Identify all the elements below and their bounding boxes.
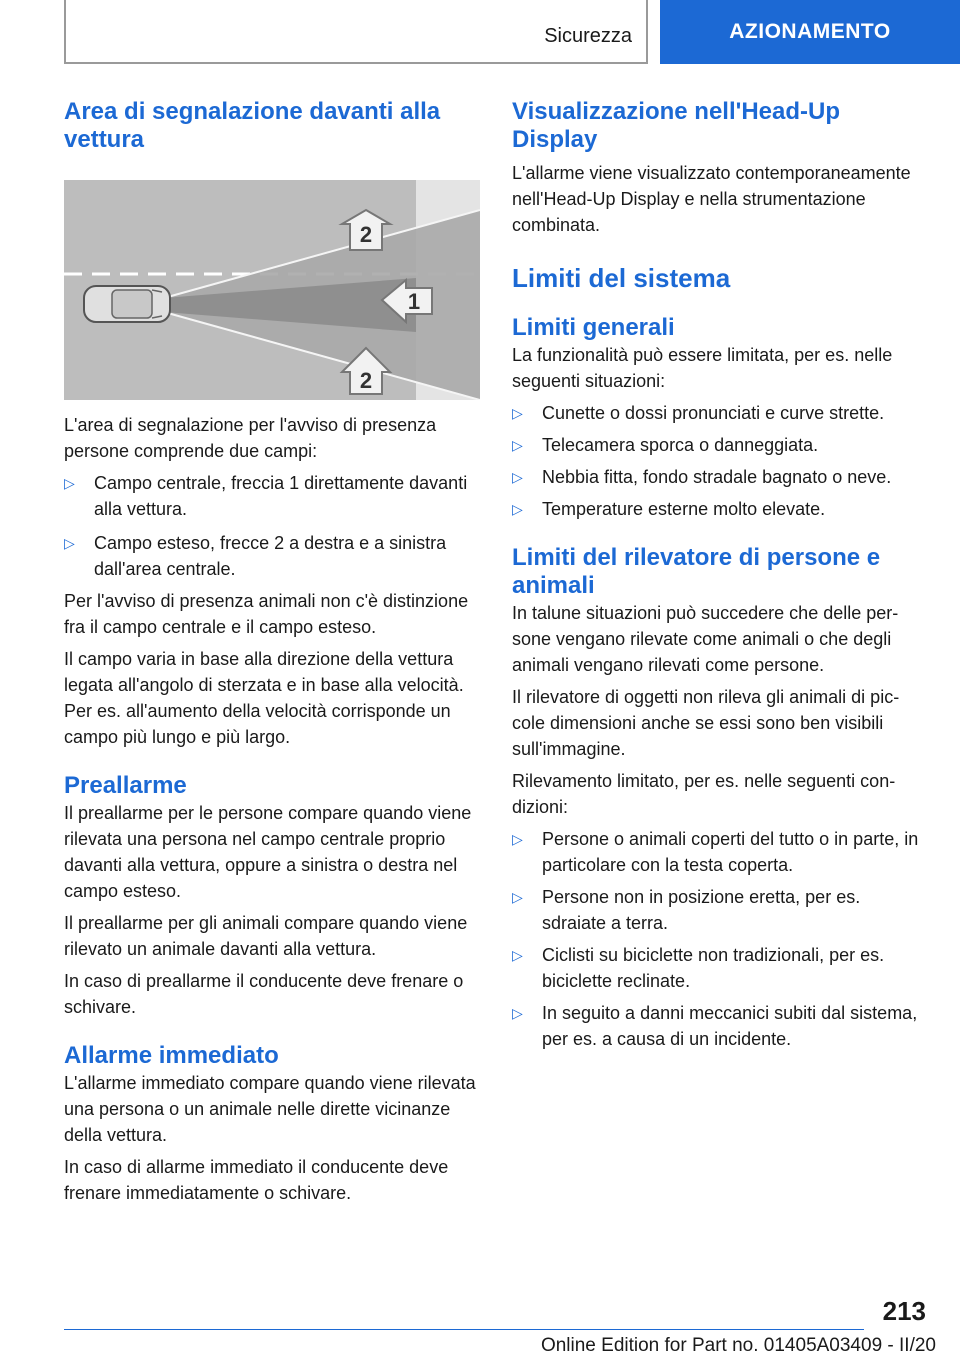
- prealarm-paragraph-1: Il preallarme per le persone compare quando viene rilevata una persona nel campo centrale proprio davanti alla vettura, oppure a sinistra o destra nel campo esteso.: [64, 803, 472, 901]
- list-item: ▷ In seguito a danni meccanici subiti dal sistema, per es. a causa di un incidente.: [512, 1000, 924, 1052]
- animals-paragraph: Per l'avviso di presenza animali non c'è distinzione fra il campo centrale e il campo esteso.: [64, 591, 469, 637]
- footer-edition: Online Edition for Part no. 01405A03409 - II/20: [540, 1335, 936, 1356]
- right-column: [512, 98, 924, 1052]
- page-number: 213: [882, 1296, 926, 1326]
- general-limits-list: [512, 400, 924, 522]
- detector-paragraph-3: Rilevamento limitato, per es. nelle seguenti condizioni:: [512, 771, 896, 817]
- hud-paragraph: L'allarme viene visualizzato contemporaneamente nell'Head-Up Display e nella strumentazione combinata.: [512, 163, 911, 235]
- general-paragraph: La funzionalità può essere limitata, per es. nelle seguenti situazioni:: [512, 345, 893, 391]
- triangle-bullet-icon: ▷: [512, 501, 523, 517]
- heading-detector-limits: Limiti del rilevatore di persone e animali: [512, 544, 881, 599]
- heading-system-limits: Limiti del sistema: [512, 263, 731, 293]
- triangle-bullet-icon: ▷: [512, 1005, 523, 1021]
- list-item: ▷ Ciclisti su biciclette non tradizionali, per es. biciclette reclinate.: [512, 942, 924, 994]
- arrow-bottom-label: 2: [359, 368, 373, 393]
- triangle-bullet-icon: ▷: [512, 437, 523, 453]
- immediate-paragraph-2: In caso di allarme immediato il conducente deve frenare immediatamente o schivare.: [64, 1157, 449, 1203]
- heading-prealarm: Preallarme: [64, 772, 187, 799]
- header-chapter-tab: AZIONAMENTO: [660, 0, 960, 64]
- vehicle-roof: [112, 290, 152, 318]
- arrow-top-label: 2: [359, 222, 373, 247]
- heading-general-limits: Limiti generali: [512, 314, 675, 341]
- field-varies-paragraph: Il campo varia in base alla direzione della vettura legata all'angolo di sterzata e in base alla velocità. Per es. all'aumento della velocità corrisponde un campo più lungo e più largo.: [64, 649, 464, 747]
- header-section-box: [64, 0, 648, 64]
- left-column: [64, 98, 482, 1206]
- heading-immediate-alarm: Allarme immediato: [64, 1042, 279, 1069]
- list-item: ▷ Persone non in posizione eretta, per es. sdraiate a terra.: [512, 884, 924, 936]
- triangle-bullet-icon: ▷: [64, 535, 75, 551]
- heading-hud: Visualizzazione nell'Head-Up Display: [512, 98, 841, 153]
- list-item: ▷ Campo esteso, frecce 2 a destra e a sinistra dall'area centrale.: [64, 530, 482, 582]
- heading-warning-area: Area di segnalazione davanti alla vettura: [64, 98, 441, 153]
- detector-paragraph-2: Il rilevatore di oggetti non rileva gli animali di piccole dimensioni anche se essi sono ben visibili sull'immagine.: [512, 687, 900, 759]
- list-item: ▷ Campo centrale, freccia 1 direttamente davanti alla vettura.: [64, 470, 482, 522]
- prealarm-paragraph-2: Il preallarme per gli animali compare quando viene rilevato un animale davanti alla vettura.: [64, 913, 468, 959]
- field-list: [64, 470, 482, 582]
- list-item: ▷ Persone o animali coperti del tutto o in parte, in particolare con la testa coperta.: [512, 826, 924, 878]
- triangle-bullet-icon: ▷: [512, 469, 523, 485]
- triangle-bullet-icon: ▷: [512, 405, 523, 421]
- header-section-title: Sicurezza: [544, 25, 632, 47]
- list-item: ▷ Telecamera sporca o danneggiata.: [512, 432, 924, 458]
- intro-paragraph: L'area di segnalazione per l'avviso di presenza persone comprende due campi:: [64, 415, 437, 461]
- triangle-bullet-icon: ▷: [64, 475, 75, 491]
- detector-limits-list: [512, 826, 924, 1052]
- list-item: ▷ Temperature esterne molto elevate.: [512, 496, 924, 522]
- triangle-bullet-icon: ▷: [512, 889, 523, 905]
- warning-area-figure: [64, 180, 480, 400]
- list-item: ▷ Cunette o dossi pronunciati e curve strette.: [512, 400, 924, 426]
- detector-paragraph-1: In talune situazioni può succedere che delle persone vengano rilevate come animali o che degli animali vengano rilevati come persone.: [512, 603, 899, 675]
- triangle-bullet-icon: ▷: [512, 947, 523, 963]
- list-item: ▷ Nebbia fitta, fondo stradale bagnato o neve.: [512, 464, 924, 490]
- immediate-paragraph-1: L'allarme immediato compare quando viene rilevata una persona o un animale nelle dirette vicinanze della vettura.: [64, 1073, 476, 1145]
- prealarm-paragraph-3: In caso di preallarme il conducente deve frenare o schivare.: [64, 971, 464, 1017]
- arrow-center-label: 1: [407, 289, 421, 314]
- triangle-bullet-icon: ▷: [512, 831, 523, 847]
- footer-divider: [64, 1329, 864, 1330]
